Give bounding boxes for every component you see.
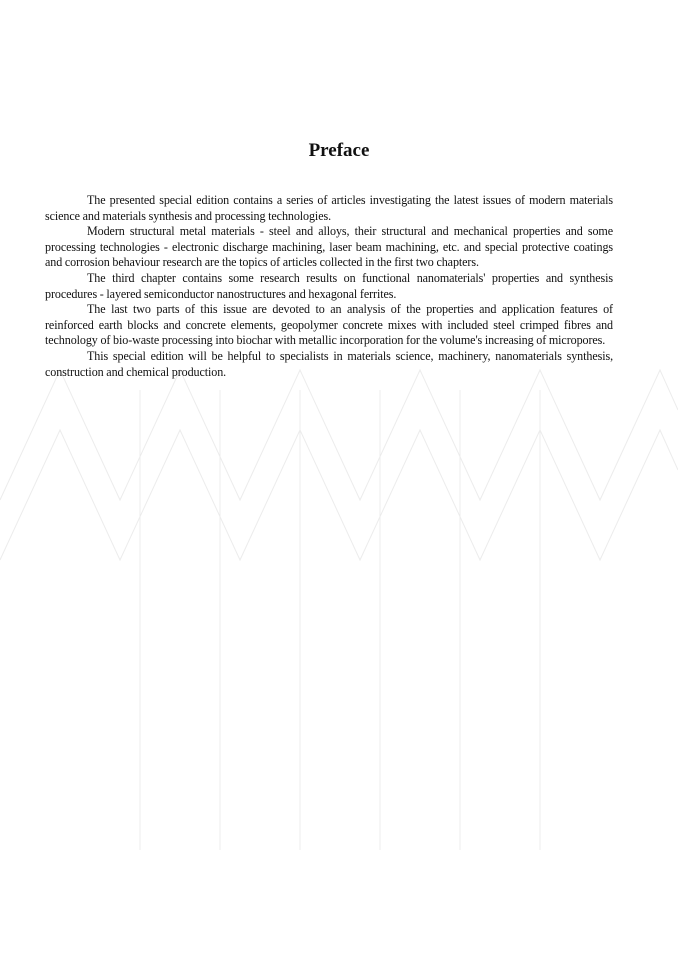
preface-body [45, 193, 613, 380]
page-title: Preface [308, 140, 370, 161]
paragraph: The last two parts of this issue are devoted to an analysis of the properties and application features of reinforced earth blocks and concrete elements, geopolymer concrete mixes with included steel crimped fibres and technology of bio-waste processing into biochar with metallic incorporation for the volume's increasing of micropores. [45, 302, 613, 348]
background-watermark-pattern [0, 330, 678, 850]
paragraph: This special edition will be helpful to specialists in materials science, machinery, nanomaterials synthesis, construction and chemical production. [45, 348, 613, 379]
paragraph: Modern structural metal materials - steel and alloys, their structural and mechanical properties and some processing technologies - electronic discharge machining, laser beam machining, etc. and special protective coatings and corrosion behaviour research are the topics of articles collected in the first two chapters. [45, 224, 613, 270]
paragraph: The presented special edition contains a series of articles investigating the latest issues of modern materials science and materials synthesis and processing technologies. [45, 193, 613, 223]
paragraph: The third chapter contains some research results on functional nanomaterials' properties and synthesis procedures - layered semiconductor nanostructures and hexagonal ferrites. [45, 270, 613, 301]
